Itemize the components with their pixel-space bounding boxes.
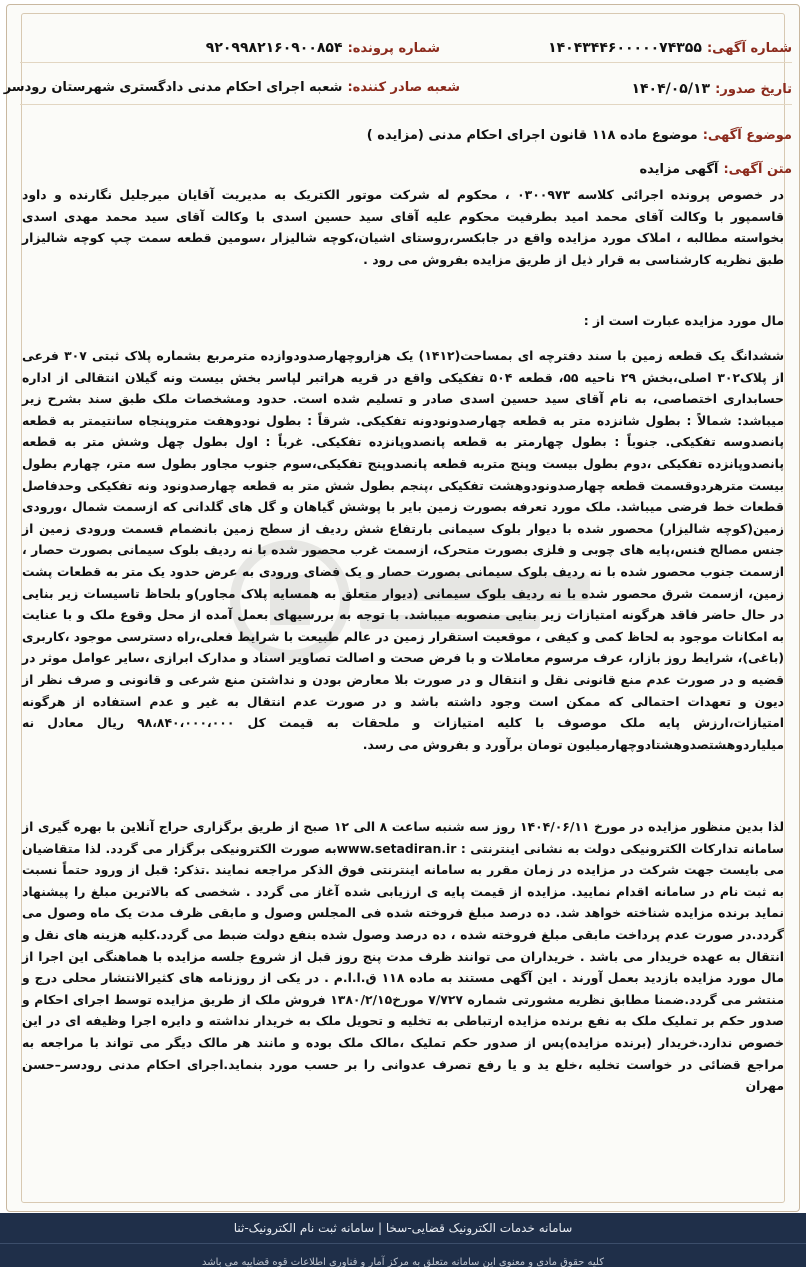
subject-value: موضوع ماده ۱۱۸ قانون اجرای احکام مدنی (مزایده ): [366, 128, 698, 143]
notice-number-label: شماره آگهی:: [706, 41, 792, 56]
issuer-label: شعبه صادر کننده:: [347, 80, 460, 95]
case-number-label: شماره پرونده:: [347, 41, 440, 56]
site-footer: [0, 1213, 806, 1267]
text-title: آگهی مزایده: [639, 162, 719, 177]
footer-copyright: کلیه حقوق مادی و معنوی این سامانه متعلق به مرکز آمار و فناوری اطلاعات قوه قضاییه می باشد: [202, 1257, 604, 1267]
intro-paragraph: در خصوص پرونده اجرائی کلاسه ۰۳۰۰۹۷۳ ، محکوم له شرکت موتور الکتریک به مدیریت آقایان میرجلیل نگارنده و داود قاسمپور با وکالت آقای محمد امید بطرفیت محکوم علیه آقای سید حسین اسدی با وکالت آقای سید محمد مهدی اسدی بخواسته مطالبه ، املاک مورد مزایده واقع در جابکسر،روستای اشیان،کوچه شالیزار ،سومین قطعه سمت چپ کوچه شالیزار طبق نظریه کارشناسی به قرار ذیل از طریق مزایده بفروش می رود .: [22, 187, 784, 267]
footer-links[interactable]: سامانه خدمات الکترونیک قضایی-سخا | سامانه ثبت نام الکترونیک-ثنا: [233, 1221, 573, 1235]
case-number-value: ۹۲۰۹۹۸۲۱۶۰۹۰۰۸۵۴: [205, 40, 343, 56]
text-title-field: [639, 158, 792, 177]
issue-date-field: [631, 78, 792, 97]
subject-field: [367, 124, 792, 143]
issue-date-label: تاریخ صدور:: [715, 82, 792, 97]
header-divider-1: [20, 62, 792, 63]
property-description: ششدانگ یک قطعه زمین با سند دفترچه ای بمساحت(۱۴۱۲) یک هزاروچهارصدودوازده مترمربع بشماره پلاک ثبتی ۳۰۷ فرعی از پلاک۳۰۲ اصلی،بخش ۲۹ ناحیه ۵۵، قطعه ۵۰۴ تفکیکی واقع در قریه هراتبر لپاسر بخش بیست ونه گیلان انتقالی از اداره حسابداری اختصاصی، به نام آقای سید حسین اسدی صادر و تسلیم شده است. حدود ومشخصات ملک طبق سند بشرح زیر میباشد: شمالاً : بطول شانزده متر به قطعه چهارصدونودونه تفکیکی. شرقاً : بطول نودوهفت متروپنجاه سانتیمتر به قطعه پانصدوسه تفکیکی. جنوباً : بطول چهارمتر به قطعه پانصدوپانزده تفکیکی. غرباً : اول بطول چهل وشش متر به قطعه پانصدوپانزده تفکیکی ،دوم بطول بیست وپنج متربه قطعه پانصدوپنج تفکیکی،سوم جنوب مجاور بطول سه متر، چهارم بطول بیست مترهردوقسمت قطعه چهارصدونودوهشت تفکیکی ،پنجم بطول شش متر به قطعه چهارصدونود ونه تفکیکی وحدفاصل قطعات خط فرضی میباشد. ملک مورد تعرفه بصورت زمین بایر با پوشش گیاهان و گل های گلدانی که ازسمت شمال ،ورودی زمین(کوچه شالیزار) محصور شده با دیوار بلوک سیمانی بارتفاع شش ردیف از سطح زمین بانضمام قسمت ورودی زمین از جنس مصالح فنس،پایه های چوبی و فلزی بصورت متحرک، ازسمت غرب محصور شده با نه ردیف بلوک سیمانی بصورت حصار ، ازسمت جنوب محصور شده با نه ردیف بلوک سیمانی بصورت حصار و یک فضای ورودی به عرض حدود یک متر به قطعات پشت زمین، ازسمت شرق محصور شده با نه ردیف بلوک سیمانی (دیوار متعلق به همسایه پلاک مجاور)و بلحاظ تاسیسات زیر بنایی در حال حاضر فاقد هرگونه امتیازات زیر بنایی منصوبه میباشد. با توجه به بررسیهای بعمل آمده از محل وقوع ملک و با عنایت به امکانات موجود به لحاظ کمی و کیفی ، موقعیت استقرار زمین در عالم طبیعت با شرایط فعلی،راه دسترسی موجود ،کاربری (باغی)، شرایط روز بازار، عرف مرسوم معاملات و با فرض صحت و اصالت تصاویر اسناد و مدارک ابرازی ،سایر عوامل موثر در قضیه و در صورت عدم منع قانونی نقل و انتقال و در صورت بلا معارض بودن و نداشتن منع شرعی و قانونی و صرف نظر از دیون و تعهدات احتمالی که ممکن است وجود داشته باشد و در صورت عدم انتقال به غیر و عدم استفاده از هرگونه امتیازات،ارزش پایه ملک موصوف با کلیه امتیازات و ملحقات به قیمت کل ۹۸،۸۴۰،۰۰۰،۰۰۰ ریال معادل نه میلیاردوهشتصدوهشتادوچهارمیلیون تومان برآورد و بفروش می رسد.: [22, 348, 785, 752]
notice-number-value: ۱۴۰۴۳۴۴۶۰۰۰۰۰۷۴۳۵۵: [548, 40, 702, 56]
notice-number-field: [548, 37, 792, 56]
issuer-field: [4, 76, 460, 95]
subject-label: موضوع آگهی:: [702, 128, 792, 143]
issue-date-value: ۱۴۰۴/۰۵/۱۳: [631, 81, 711, 97]
issuer-value: شعبه اجرای احکام مدنی دادگستری شهرستان رودسر: [3, 80, 343, 95]
header-divider-2: [20, 104, 792, 105]
text-label: متن آگهی:: [723, 162, 792, 177]
conditions-paragraph: لذا بدین منظور مزایده در مورخ ۱۴۰۴/۰۶/۱۱ روز سه شنبه ساعت ۸ الی ۱۲ صبح از طریق برگزاری حراج آنلاین با بهره گیری از سامانه تدارکات الکترونیکی دولت به نشانی اینترنتی : www.setadiran.irبه صورت الکترونیکی برگزار می گردد. لذا متقاضیان می بایست جهت شرکت در مزایده در زمان مقرر به سامانه اینترنتی فوق الذکر مراجعه نمایند .تذکر: قبل از ورود حتماً نسبت به ثبت نام در سامانه اقدام نمایید. مزایده از قیمت پایه ی ارزیابی شده آغاز می گردد . شخصی که بالاترین مبلغ را پیشنهاد نماید برنده مزایده شناخته خواهد شد. ده درصد مبلغ فروخته شده فی المجلس وصول و مابقی ظرف مدت یک ماه وصول می گردد.در صورت عدم پرداخت مابقی مبلغ فروخته شده ، ده درصد وصول شده بنفع دولت ضبط می گردد.کلیه هزینه های نقل و انتقال به عهده خریدار می باشد . خریداران می توانند ظرف مدت پنج روز قبل از شروع جلسه مزایده با هماهنگی این اجرا از مال مورد مزایده بازدید بعمل آورند . این آگهی مستند به ماده ۱۱۸ ق.ا.ا.م . در یکی از روزنامه های کثیرالانتشار محلی درج و منتشر می گردد.ضمنا مطابق نظریه مشورتی شماره ۷/۷۲۷ مورخ۱۳۸۰/۲/۱۵ فروش ملک از طریق مزایده توسط اجرای احکام و صدور حکم بر تملیک ملک به نفع برنده مزایده ارتباطی به تخلیه و تحویل ملک به خریدار نداشته و دایره اجرا وظیفه ای در این خصوص ندارد.خریدار (برنده مزایده)پس از صدور حکم تملیک ،مالک ملک بوده و مانند هر مالک دیگر می تواند با مراجعه به مراجع قضائی در خواست تخلیه ،خلع ید و یا رفع تصرف عدوانی را بر حسب مورد بنماید.اجرای احکام مدنی رودسر–حسن مهران: [22, 819, 785, 1094]
case-number-field: [206, 37, 440, 56]
property-heading: مال مورد مزایده عبارت است از :: [583, 313, 784, 328]
footer-divider: [0, 1243, 806, 1244]
